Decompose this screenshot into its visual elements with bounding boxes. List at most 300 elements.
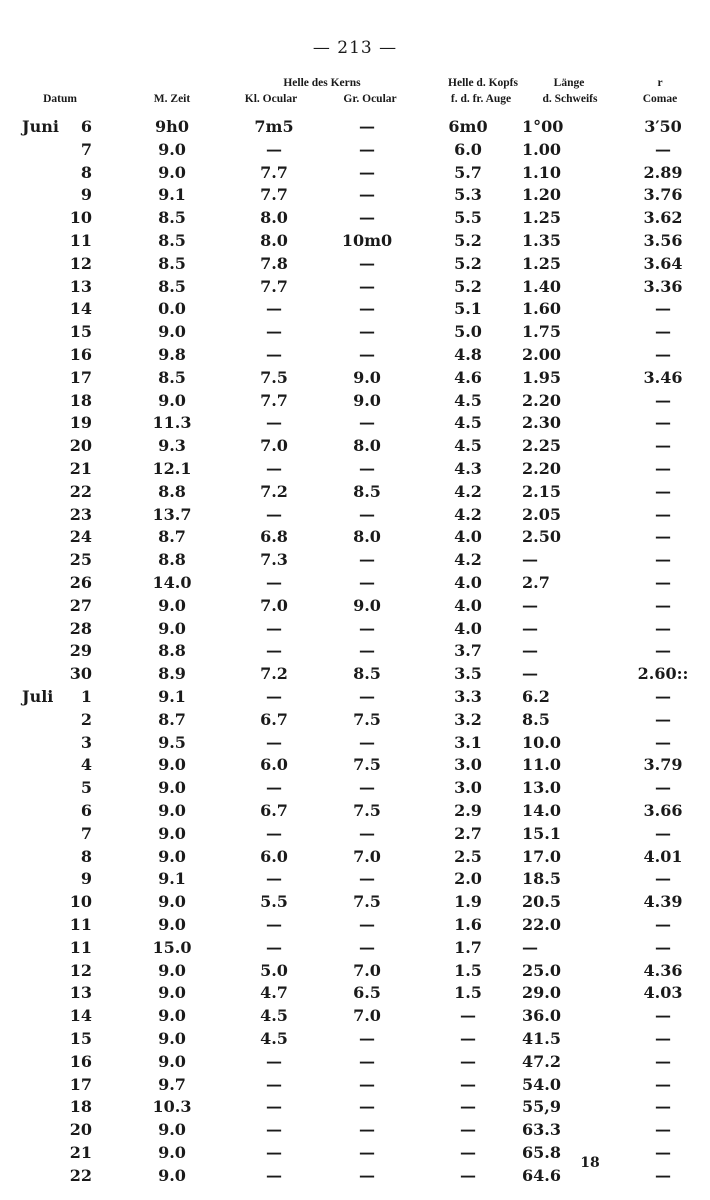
kl-ocular-cell: 6.0 (260, 846, 288, 866)
day-cell: 3 (80, 732, 92, 752)
length-cell: 2.05 (522, 504, 561, 524)
length-cell: 64.6 (522, 1165, 561, 1185)
kopf-cell: 2.9 (454, 801, 482, 820)
time-cell: 13.7 (152, 504, 192, 524)
kl-ocular-cell: 8.0 (260, 208, 288, 228)
r-comae-cell: 4.36 (643, 960, 683, 980)
day-cell: 15 (69, 1029, 92, 1048)
day-cell: 5 (80, 778, 92, 798)
length-cell: 25.0 (522, 960, 561, 980)
kl-ocular-cell: 7.8 (260, 253, 288, 273)
kopf-cell: 5.2 (454, 253, 482, 273)
day-cell: 21 (69, 1143, 92, 1162)
day-cell: 21 (69, 459, 92, 478)
header-laenge-top: Länge (553, 77, 585, 89)
kopf-cell: 4.0 (454, 573, 482, 592)
length-cell: — (522, 618, 538, 638)
gr-ocular-cell: 7.0 (353, 846, 381, 866)
table-row (0, 687, 710, 710)
length-cell: 14.0 (522, 801, 561, 820)
kopf-cell: 5.2 (454, 276, 482, 296)
kl-ocular-cell: 7.0 (260, 595, 288, 615)
r-comae-cell: — (655, 550, 671, 570)
length-cell: — (522, 937, 538, 957)
table-row (0, 322, 710, 345)
table-row (0, 208, 710, 231)
r-comae-cell: 3.66 (643, 801, 683, 820)
month-cell: Juni (22, 117, 59, 136)
kopf-cell: 5.5 (454, 208, 482, 228)
gr-ocular-cell: — (359, 322, 375, 342)
table-row (0, 664, 710, 687)
kopf-cell: 4.2 (454, 550, 482, 570)
r-comae-cell: — (655, 732, 671, 752)
time-cell: 8.8 (158, 550, 186, 570)
length-cell: 17.0 (522, 846, 561, 866)
r-comae-cell: 3.36 (643, 276, 683, 296)
gr-ocular-cell: 7.5 (353, 892, 381, 912)
table-row (0, 345, 710, 368)
time-cell: 12.1 (152, 459, 192, 478)
table-row (0, 550, 710, 573)
kopf-cell: 4.2 (454, 504, 482, 524)
time-cell: 9h0 (155, 117, 189, 136)
gr-ocular-cell: — (359, 732, 375, 752)
time-cell: 9.0 (158, 139, 186, 159)
time-cell: 9.0 (158, 618, 186, 638)
day-cell: 18 (69, 1097, 92, 1117)
table-row (0, 1097, 710, 1120)
r-comae-cell: — (655, 1051, 671, 1071)
kl-ocular-cell: 4.5 (260, 1006, 288, 1026)
month-cell: Juli (22, 687, 54, 706)
time-cell: 9.0 (158, 595, 186, 615)
time-cell: 9.1 (158, 185, 186, 205)
r-comae-cell: 3.76 (643, 185, 683, 205)
gr-ocular-cell: — (359, 413, 375, 433)
time-cell: 8.5 (158, 253, 186, 273)
time-cell: 9.0 (158, 846, 186, 866)
kopf-cell: 4.3 (454, 459, 482, 478)
length-cell: 2.30 (522, 413, 561, 433)
time-cell: 9.3 (158, 436, 186, 456)
length-cell: 13.0 (522, 778, 561, 798)
gr-ocular-cell: 7.5 (353, 709, 381, 729)
kopf-cell: 4.0 (454, 527, 482, 547)
kopf-cell: 4.5 (454, 390, 482, 410)
kl-ocular-cell: 8.0 (260, 231, 288, 250)
gr-ocular-cell: — (359, 1074, 375, 1094)
kl-ocular-cell: 7.7 (260, 185, 288, 205)
r-comae-cell: — (655, 823, 671, 843)
kopf-cell: 2.5 (454, 846, 482, 866)
gr-ocular-cell: — (359, 1143, 375, 1162)
table-row (0, 368, 710, 391)
table-row (0, 254, 710, 277)
kopf-cell: 3.7 (454, 641, 482, 661)
length-cell: 2.20 (522, 390, 561, 410)
r-comae-cell: — (655, 869, 671, 889)
length-cell: 2.50 (522, 527, 561, 547)
gr-ocular-cell: 9.0 (353, 367, 381, 387)
time-cell: 8.7 (158, 709, 186, 729)
kopf-cell: 1.6 (454, 915, 482, 934)
kl-ocular-cell: — (266, 504, 282, 524)
time-cell: 14.0 (152, 573, 192, 592)
kopf-cell: 2.0 (454, 869, 482, 889)
gr-ocular-cell: — (359, 1097, 375, 1117)
length-cell: 29.0 (522, 983, 561, 1003)
day-cell: 15 (69, 322, 92, 342)
day-cell: 11 (69, 915, 92, 934)
day-cell: 1 (80, 687, 92, 706)
length-cell: — (522, 550, 538, 570)
gr-ocular-cell: — (359, 253, 375, 273)
kl-ocular-cell: 7.2 (260, 664, 288, 684)
r-comae-cell: — (655, 1074, 671, 1094)
kl-ocular-cell: — (266, 915, 282, 934)
table-row (0, 892, 710, 915)
length-cell: 1.40 (522, 276, 561, 296)
time-cell: 9.1 (158, 869, 186, 889)
table-row (0, 733, 710, 756)
kopf-cell: 4.0 (454, 595, 482, 615)
day-cell: 17 (69, 367, 92, 387)
time-cell: 9.0 (158, 823, 186, 843)
r-comae-cell: — (655, 436, 671, 456)
gr-ocular-cell: — (359, 937, 375, 957)
length-cell: 2.00 (522, 345, 561, 364)
time-cell: 9.0 (158, 1051, 186, 1071)
length-cell: — (522, 595, 538, 615)
time-cell: 9.0 (158, 892, 186, 912)
kl-ocular-cell: 7.7 (260, 276, 288, 296)
kopf-cell: 3.3 (454, 687, 482, 706)
time-cell: 9.0 (158, 801, 186, 820)
gr-ocular-cell: 7.0 (353, 960, 381, 980)
time-cell: 11.3 (152, 413, 192, 433)
kl-ocular-cell: — (266, 1120, 282, 1140)
kl-ocular-cell: — (266, 1097, 282, 1117)
time-cell: 8.5 (158, 367, 186, 387)
table-row (0, 482, 710, 505)
gr-ocular-cell: 9.0 (353, 595, 381, 615)
kl-ocular-cell: — (266, 1074, 282, 1094)
length-cell: 36.0 (522, 1006, 561, 1026)
gr-ocular-cell: 10m0 (341, 231, 393, 250)
kl-ocular-cell: — (266, 732, 282, 752)
time-cell: 9.7 (158, 1074, 186, 1094)
kopf-cell: — (460, 1165, 476, 1185)
gr-ocular-cell: — (359, 1029, 375, 1048)
gr-ocular-cell: 8.5 (353, 664, 381, 684)
r-comae-cell: 4.03 (643, 983, 683, 1003)
day-cell: 24 (69, 527, 92, 547)
kl-ocular-cell: 6.8 (260, 527, 288, 547)
r-comae-cell: — (655, 573, 671, 592)
r-comae-cell: — (655, 1029, 671, 1048)
length-cell: 20.5 (522, 892, 561, 912)
r-comae-cell: — (655, 527, 671, 547)
day-cell: 10 (69, 892, 92, 912)
table-row (0, 778, 710, 801)
table-row (0, 1052, 710, 1075)
gr-ocular-cell: — (359, 550, 375, 570)
gr-ocular-cell: 6.5 (353, 983, 381, 1003)
day-cell: 9 (80, 869, 92, 889)
r-comae-cell: — (655, 687, 671, 706)
kopf-cell: 5.2 (454, 231, 482, 250)
r-comae-cell: — (655, 504, 671, 524)
kl-ocular-cell: 7m5 (254, 117, 294, 136)
gr-ocular-cell: — (359, 1120, 375, 1140)
kopf-cell: 5.7 (454, 162, 482, 182)
table-row (0, 596, 710, 619)
time-cell: 15.0 (152, 937, 192, 957)
table-row (0, 231, 710, 254)
kopf-cell: 1.7 (454, 937, 482, 957)
table-row (0, 391, 710, 414)
kopf-cell: 3.5 (454, 664, 482, 684)
time-cell: 9.0 (158, 915, 186, 934)
table-row (0, 505, 710, 528)
r-comae-cell: — (655, 778, 671, 798)
header-kl-ocular: Kl. Ocular (244, 93, 298, 105)
header-r-bottom: Comae (642, 93, 678, 105)
day-cell: 8 (80, 846, 92, 866)
r-comae-cell: — (655, 413, 671, 433)
r-comae-cell: 3.46 (643, 367, 683, 387)
time-cell: 9.1 (158, 687, 186, 706)
time-cell: 9.5 (158, 732, 186, 752)
length-cell: 1.00 (522, 139, 561, 159)
r-comae-cell: — (655, 390, 671, 410)
day-cell: 29 (69, 641, 92, 661)
gr-ocular-cell: — (359, 573, 375, 592)
kl-ocular-cell: 6.0 (260, 755, 288, 775)
r-comae-cell: 2.60:: (637, 664, 689, 684)
length-cell: 63.3 (522, 1120, 561, 1140)
time-cell: 10.3 (152, 1097, 192, 1117)
day-cell: 27 (69, 595, 92, 615)
kopf-cell: — (460, 1074, 476, 1094)
length-cell: 65.8 (522, 1143, 561, 1162)
day-cell: 26 (69, 573, 92, 592)
time-cell: 8.9 (158, 664, 186, 684)
r-comae-cell: 3.56 (643, 231, 683, 250)
gr-ocular-cell: 9.0 (353, 390, 381, 410)
day-cell: 12 (69, 960, 92, 980)
kl-ocular-cell: 5.0 (260, 960, 288, 980)
kl-ocular-cell: — (266, 459, 282, 478)
kl-ocular-cell: — (266, 641, 282, 661)
r-comae-cell: 3.79 (643, 755, 683, 775)
header-m-zeit: M. Zeit (153, 93, 191, 105)
kl-ocular-cell: 6.7 (260, 801, 288, 820)
kl-ocular-cell: — (266, 1165, 282, 1185)
length-cell: 1.75 (522, 322, 561, 342)
day-cell: 11 (69, 231, 92, 250)
table-row (0, 277, 710, 300)
kopf-cell: 4.5 (454, 413, 482, 433)
gr-ocular-cell: 8.5 (353, 481, 381, 501)
table-row (0, 938, 710, 961)
length-cell: 6.2 (522, 687, 550, 706)
kl-ocular-cell: 7.5 (260, 367, 288, 387)
kopf-cell: 3.2 (454, 709, 482, 729)
kl-ocular-cell: 6.7 (260, 709, 288, 729)
time-cell: 9.0 (158, 390, 186, 410)
time-cell: 9.0 (158, 1143, 186, 1162)
day-cell: 20 (69, 1120, 92, 1140)
kopf-cell: 4.2 (454, 481, 482, 501)
kl-ocular-cell: — (266, 1051, 282, 1071)
table-row (0, 413, 710, 436)
kl-ocular-cell: — (266, 778, 282, 798)
kopf-cell: — (460, 1097, 476, 1117)
kl-ocular-cell: 7.3 (260, 550, 288, 570)
day-cell: 22 (69, 481, 92, 501)
length-cell: 1.25 (522, 253, 561, 273)
kopf-cell: 1.5 (454, 960, 482, 980)
kl-ocular-cell: — (266, 937, 282, 957)
table-row (0, 299, 710, 322)
length-cell: 2.7 (522, 573, 550, 592)
kl-ocular-cell: 7.7 (260, 390, 288, 410)
table-row (0, 1075, 710, 1098)
time-cell: 9.0 (158, 322, 186, 342)
kl-ocular-cell: 7.0 (260, 436, 288, 456)
day-cell: 18 (69, 390, 92, 410)
r-comae-cell: — (655, 139, 671, 159)
table-row (0, 573, 710, 596)
kopf-cell: 3.0 (454, 755, 482, 775)
table-row (0, 619, 710, 642)
gr-ocular-cell: 7.0 (353, 1006, 381, 1026)
gr-ocular-cell: — (359, 618, 375, 638)
kopf-cell: 3.0 (454, 778, 482, 798)
day-cell: 14 (69, 1006, 92, 1026)
kl-ocular-cell: 7.2 (260, 481, 288, 501)
table-row (0, 140, 710, 163)
time-cell: 8.7 (158, 527, 186, 547)
header-kopf-bottom: f. d. fr. Auge (450, 93, 512, 105)
kl-ocular-cell: — (266, 823, 282, 843)
length-cell: 1.60 (522, 299, 561, 319)
kopf-cell: — (460, 1051, 476, 1071)
kopf-cell: — (460, 1120, 476, 1140)
kl-ocular-cell: 4.5 (260, 1029, 288, 1048)
kopf-cell: 6.0 (454, 139, 482, 159)
r-comae-cell: — (655, 1097, 671, 1117)
kl-ocular-cell: — (266, 139, 282, 159)
length-cell: — (522, 664, 538, 684)
kl-ocular-cell: 5.5 (260, 892, 288, 912)
page-number: — 213 — (312, 38, 398, 58)
kl-ocular-cell: — (266, 573, 282, 592)
day-cell: 14 (69, 299, 92, 319)
kopf-cell: 2.7 (454, 823, 482, 843)
day-cell: 12 (69, 253, 92, 273)
length-cell: 1°00 (522, 117, 564, 136)
gr-ocular-cell: 7.5 (353, 755, 381, 775)
length-cell: 54.0 (522, 1074, 561, 1094)
kopf-cell: 3.1 (454, 732, 482, 752)
table-row (0, 801, 710, 824)
kopf-cell: 5.1 (454, 299, 482, 319)
day-cell: 13 (69, 276, 92, 296)
r-comae-cell: 4.39 (643, 892, 683, 912)
day-cell: 7 (80, 823, 92, 843)
day-cell: 23 (69, 504, 92, 524)
length-cell: 2.15 (522, 481, 561, 501)
table-row (0, 869, 710, 892)
day-cell: 17 (69, 1074, 92, 1094)
kopf-cell: — (460, 1143, 476, 1162)
time-cell: 9.0 (158, 1120, 186, 1140)
day-cell: 16 (69, 345, 92, 364)
day-cell: 19 (69, 413, 92, 433)
time-cell: 9.0 (158, 1006, 186, 1026)
r-comae-cell: — (655, 595, 671, 615)
table-row (0, 847, 710, 870)
length-cell: 1.35 (522, 231, 561, 250)
day-cell: 6 (80, 117, 92, 136)
kopf-cell: 4.5 (454, 436, 482, 456)
time-cell: 9.0 (158, 162, 186, 182)
table-row (0, 961, 710, 984)
kl-ocular-cell: — (266, 1143, 282, 1162)
length-cell: 2.25 (522, 436, 561, 456)
time-cell: 9.0 (158, 1029, 186, 1048)
kl-ocular-cell: — (266, 687, 282, 706)
header-kopf-top: Helle d. Kopfs (448, 77, 518, 89)
r-comae-cell: — (655, 915, 671, 934)
kopf-cell: — (460, 1006, 476, 1026)
kl-ocular-cell: — (266, 618, 282, 638)
gr-ocular-cell: — (359, 185, 375, 205)
r-comae-cell: 3.62 (643, 208, 683, 228)
table-row (0, 983, 710, 1006)
length-cell: 15.1 (522, 823, 561, 843)
length-cell: — (522, 641, 538, 661)
gr-ocular-cell: — (359, 345, 375, 364)
gr-ocular-cell: — (359, 459, 375, 478)
day-cell: 20 (69, 436, 92, 456)
column-headers (0, 76, 710, 116)
kopf-cell: 1.9 (454, 892, 482, 912)
table-row (0, 710, 710, 733)
kopf-cell: — (460, 1029, 476, 1048)
gr-ocular-cell: — (359, 117, 375, 136)
kopf-cell: 4.0 (454, 618, 482, 638)
table-row (0, 436, 710, 459)
time-cell: 8.8 (158, 481, 186, 501)
gr-ocular-cell: — (359, 778, 375, 798)
gr-ocular-cell: — (359, 504, 375, 524)
time-cell: 9.0 (158, 983, 186, 1003)
time-cell: 9.0 (158, 755, 186, 775)
r-comae-cell: — (655, 641, 671, 661)
table-row (0, 459, 710, 482)
table-row (0, 915, 710, 938)
kl-ocular-cell: 4.7 (260, 983, 288, 1003)
length-cell: 11.0 (522, 755, 561, 775)
gr-ocular-cell: — (359, 162, 375, 182)
kopf-cell: 4.8 (454, 345, 482, 364)
r-comae-cell: — (655, 1120, 671, 1140)
gr-ocular-cell: 8.0 (353, 527, 381, 547)
